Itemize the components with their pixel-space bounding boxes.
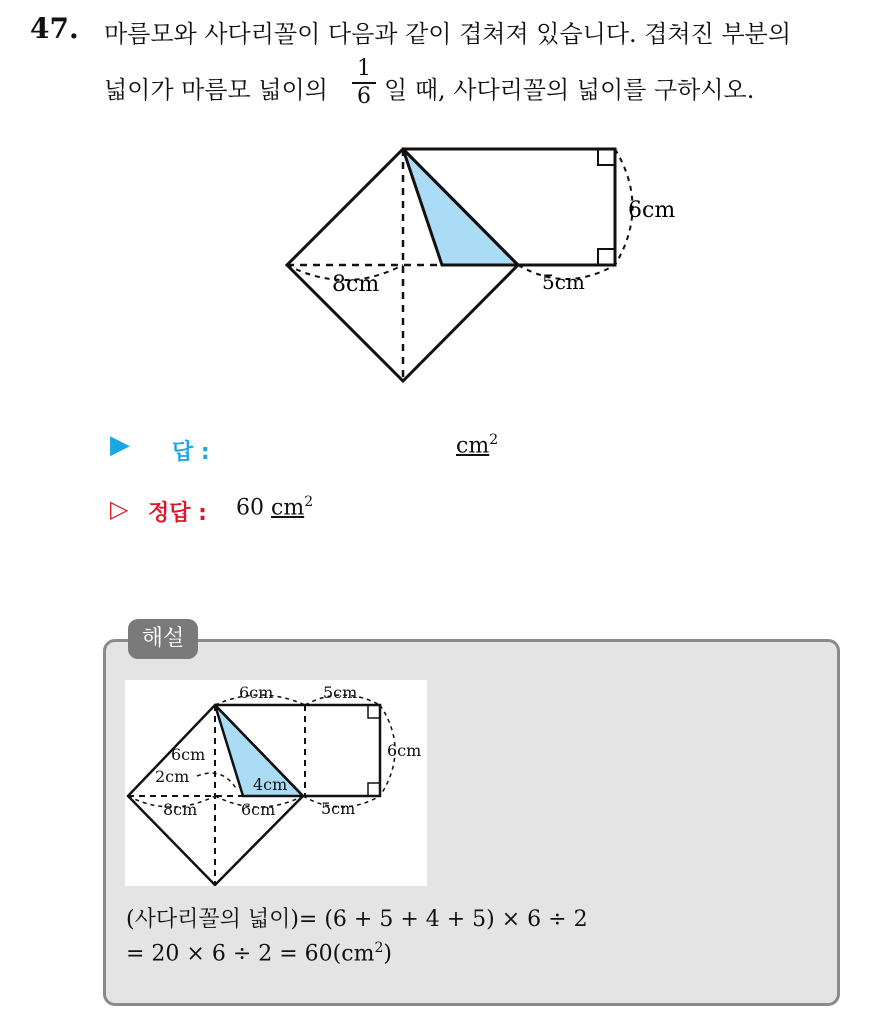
- figure-rhombus-trapezoid: [270, 135, 690, 395]
- correct-unit: cm: [271, 495, 305, 521]
- solution-right-angle-bottom: [368, 783, 380, 796]
- label-6cm: 6cm: [628, 198, 676, 223]
- solution-arrow-2cm: [197, 773, 237, 790]
- solution-figure-svg: [125, 680, 427, 886]
- label-8cm: 8cm: [332, 272, 380, 297]
- sol-label-bottom-6cm: 6cm: [241, 800, 276, 819]
- sol-label-left-2cm: 2cm: [155, 767, 190, 786]
- answer-marker-icon: ▶: [110, 430, 130, 460]
- fraction-denominator: 6: [357, 84, 371, 109]
- solution-right-angle-top: [368, 705, 380, 718]
- question-text-line1: 마름모와 사다리꼴이 다음과 같이 겹쳐져 있습니다. 겹쳐진 부분의: [104, 20, 791, 48]
- solution-figure: [125, 680, 427, 886]
- sol-label-mid-4cm: 4cm: [253, 775, 288, 794]
- correct-label: 정답 :: [148, 501, 207, 526]
- answer-unit-sup: 2: [489, 432, 499, 448]
- sol-label-top-6cm: 6cm: [239, 683, 274, 702]
- label-5cm: 5cm: [542, 270, 585, 294]
- solution-tag: 해설: [128, 619, 198, 659]
- correct-answer: [236, 494, 313, 520]
- correct-value: 60: [236, 495, 264, 521]
- sol-label-top-5cm: 5cm: [323, 683, 358, 702]
- answer-unit-text: cm: [456, 433, 490, 459]
- question-number: 47.: [30, 12, 79, 45]
- answer-label: 답 :: [172, 440, 210, 465]
- solution-line2-a: = 20 × 6 ÷ 2 = 60(cm: [126, 941, 375, 967]
- correct-unit-sup: 2: [304, 494, 314, 510]
- fraction-numerator: 1: [357, 56, 371, 81]
- correct-marker-icon: ▷: [110, 495, 129, 523]
- question-text-line2-a: 넓이가 마름모 넓이의: [104, 76, 328, 104]
- answer-unit: [456, 432, 498, 458]
- fraction: [352, 58, 376, 108]
- sol-label-bottom-8cm: 8cm: [163, 800, 198, 819]
- sol-label-left-6cm: 6cm: [171, 745, 206, 764]
- right-angle-top: [598, 149, 615, 165]
- right-angle-bottom: [598, 249, 615, 265]
- sol-label-bottom-5cm: 5cm: [321, 799, 356, 818]
- solution-line2: [126, 940, 392, 966]
- question-text-line2-b: 일 때, 사다리꼴의 넓이를 구하시오.: [384, 76, 755, 104]
- solution-line1: (사다리꼴의 넓이)= (6 + 5 + 4 + 5) × 6 ÷ 2: [126, 907, 588, 932]
- solution-line2-sup: 2: [374, 940, 384, 956]
- solution-line2-b: ): [383, 941, 392, 967]
- sol-label-side-6cm: 6cm: [387, 741, 422, 760]
